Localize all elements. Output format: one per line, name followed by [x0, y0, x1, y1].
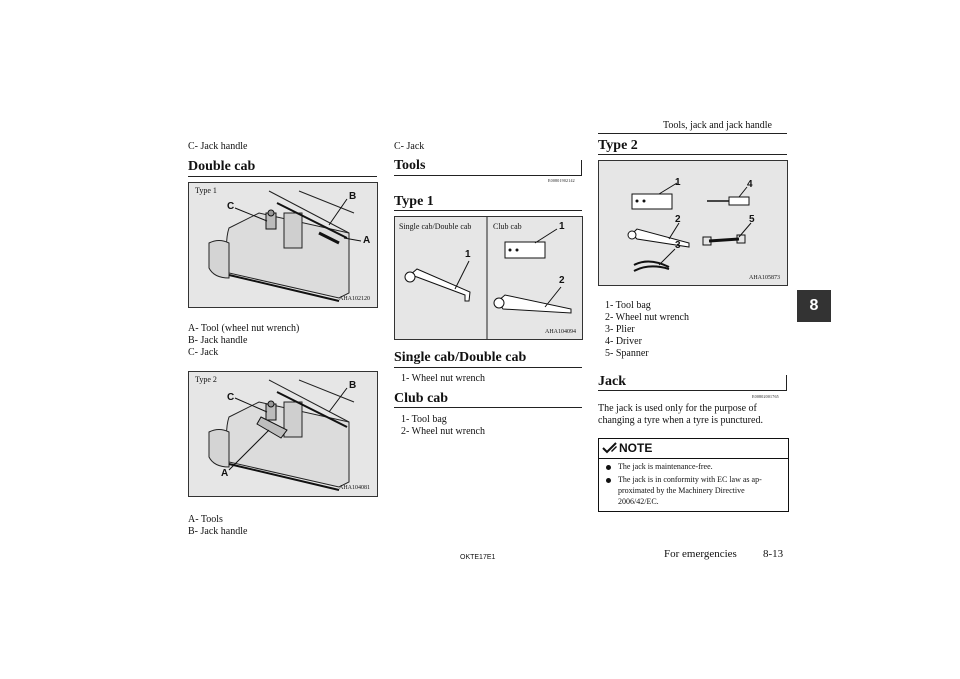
figure-tools-type1 — [394, 216, 583, 340]
callout-2: 2 — [675, 214, 681, 225]
callout-a: A — [221, 468, 229, 479]
section-code: E00801902142 — [548, 178, 575, 183]
figure-label-left: Single cab/Double cab — [399, 222, 472, 231]
figure-code: AHA104081 — [339, 485, 370, 491]
callout-1: 1 — [465, 249, 471, 260]
figure-code: AHA105873 — [749, 275, 780, 281]
document-code: OKTE17E1 — [460, 554, 496, 561]
callout-c: C — [227, 201, 235, 212]
heading-rule — [188, 176, 377, 177]
list-item: 3- Plier — [605, 324, 635, 335]
heading-single-double-cab: Single cab/Double cab — [394, 350, 527, 365]
tools-illustration-type1 — [395, 217, 582, 339]
heading-rule-tick — [581, 160, 582, 176]
heading-rule — [394, 407, 582, 408]
legend-item: A- Tools — [188, 514, 223, 525]
note-box — [598, 438, 789, 512]
tools-illustration-type2 — [599, 161, 787, 285]
figure-tools-type2 — [598, 160, 788, 286]
intro-text: C- Jack handle — [188, 141, 248, 152]
note-item-2-line3: 2006/42/EC. — [618, 497, 659, 506]
list-item: 2- Wheel nut wrench — [605, 312, 689, 323]
callout-b: B — [349, 380, 357, 391]
pencil-check-icon — [602, 441, 618, 455]
list-item: 4- Driver — [605, 336, 642, 347]
heading-rule-tick — [786, 375, 787, 391]
note-item-2-line2: proximated by the Machinery Directive — [618, 486, 745, 495]
heading-rule — [394, 367, 582, 368]
figure-label: Type 1 — [195, 186, 217, 195]
intro-text: C- Jack — [394, 141, 425, 152]
heading-club-cab: Club cab — [394, 391, 449, 406]
callout-c: C — [227, 392, 235, 403]
figure-type1-double-cab — [188, 182, 378, 308]
callout-2: 2 — [559, 275, 565, 286]
note-divider — [599, 458, 788, 459]
heading-rule — [394, 175, 582, 176]
legend-type2 — [188, 514, 247, 538]
note-header — [599, 439, 665, 457]
figure-code: AHA102120 — [339, 296, 370, 302]
figure-label-right: Club cab — [493, 222, 522, 231]
heading-type2: Type 2 — [598, 138, 638, 153]
chapter-tab: 8 — [797, 290, 831, 322]
callout-5: 5 — [749, 214, 755, 225]
list-item: 1- Wheel nut wrench — [401, 373, 485, 384]
legend-item: B- Jack handle — [188, 335, 248, 346]
figure-type2-double-cab — [188, 371, 378, 497]
heading-jack: Jack — [598, 374, 626, 389]
header-rule — [598, 133, 787, 134]
list-item: 1- Tool bag — [401, 414, 447, 425]
heading-rule — [598, 390, 787, 391]
heading-rule — [598, 154, 787, 155]
heading-double-cab: Double cab — [188, 159, 256, 174]
section-code: E00802001765 — [752, 394, 779, 399]
page-number: 8-13 — [763, 548, 784, 560]
callout-b: B — [349, 191, 357, 202]
note-item-1: The jack is maintenance-free. — [618, 462, 713, 471]
footer-section: For emergencies — [664, 548, 737, 560]
callout-a: A — [363, 235, 371, 246]
legend-item: B- Jack handle — [188, 526, 248, 537]
callout-3: 3 — [675, 240, 681, 251]
club-cab-list — [401, 414, 485, 438]
figure-label: Type 2 — [195, 375, 217, 384]
legend-type1 — [188, 323, 299, 359]
note-title: NOTE — [619, 441, 653, 455]
legend-item: A- Tool (wheel nut wrench) — [188, 323, 300, 334]
heading-tools: Tools — [394, 158, 426, 173]
bullet-icon — [606, 478, 611, 483]
list-item: 2- Wheel nut wrench — [401, 426, 485, 437]
note-item-2-line1: The jack is in conformity with EC law as ap- — [618, 475, 762, 484]
type2-tools-list — [605, 300, 689, 360]
list-item: 5- Spanner — [605, 348, 649, 359]
bullet-icon — [606, 465, 611, 470]
jack-paragraph-line2: changing a tyre when a tyre is punctured. — [598, 415, 763, 426]
callout-4: 4 — [747, 179, 753, 190]
callout-1: 1 — [559, 221, 565, 232]
running-header: Tools, jack and jack handle — [663, 120, 772, 131]
heading-rule — [394, 210, 582, 211]
list-item: 1- Tool bag — [605, 300, 651, 311]
heading-type1: Type 1 — [394, 194, 434, 209]
jack-paragraph-line1: The jack is used only for the purpose of — [598, 403, 757, 414]
callout-1: 1 — [675, 177, 681, 188]
figure-code: AHA104094 — [545, 329, 576, 335]
legend-item: C- Jack — [188, 347, 219, 358]
